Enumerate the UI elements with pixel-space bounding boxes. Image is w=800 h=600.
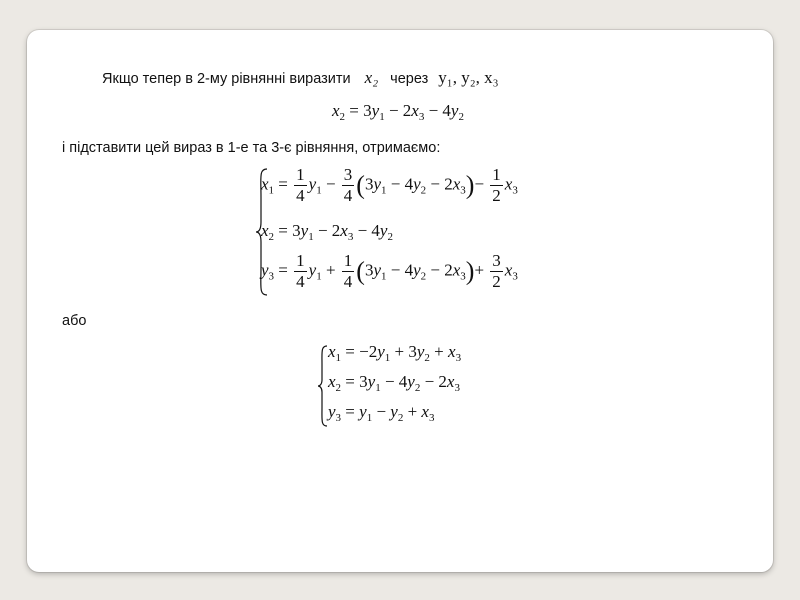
system2-eq3: $y_3 = y_1 - y_2 + x_3$	[328, 402, 435, 424]
through-word: через	[390, 71, 429, 87]
through-vars: y₁, y₂, x₃	[438, 68, 499, 87]
system1-eq2: $x_2 = 3y_1 - 2x_3 - 4y_2$	[261, 221, 393, 243]
system1-eq3: $y_3$ = $\frac{1}{4}$ $y_1$ + $\frac{1}{4}$ $(3y_1 - 4y_2 - 2x_3)+$ $\frac{3}{2}$ $x_3$	[261, 251, 518, 291]
system1-eq1: $x_1$ = $\frac{1}{4}$ $y_1$ − $\frac{3}{4}$ $(3y_1 - 4y_2 - 2x_3)-$ $\frac{1}{2}$ $x_3$	[261, 165, 518, 205]
intro-line	[102, 68, 499, 88]
intro-var: x₂	[364, 68, 379, 87]
formula-x2: $x_2 = 3y_1 - 2x_3 - 4y_2$	[332, 101, 464, 123]
system2-eq1: $x_1 = -2y_1 + 3y_2 + x_3$	[328, 342, 462, 364]
system2-eq2: $x_2 = 3y_1 - 4y_2 - 2x_3$	[328, 372, 460, 394]
substitute-text: і підставити цей вираз в 1-е та 3-є рівняння, отримаємо:	[62, 140, 441, 156]
intro-text: Якщо тепер в 2-му рівнянні виразити	[102, 71, 351, 87]
system-2	[317, 342, 517, 432]
slide	[27, 30, 773, 572]
or-text: або	[62, 313, 87, 329]
system-1	[255, 165, 615, 300]
